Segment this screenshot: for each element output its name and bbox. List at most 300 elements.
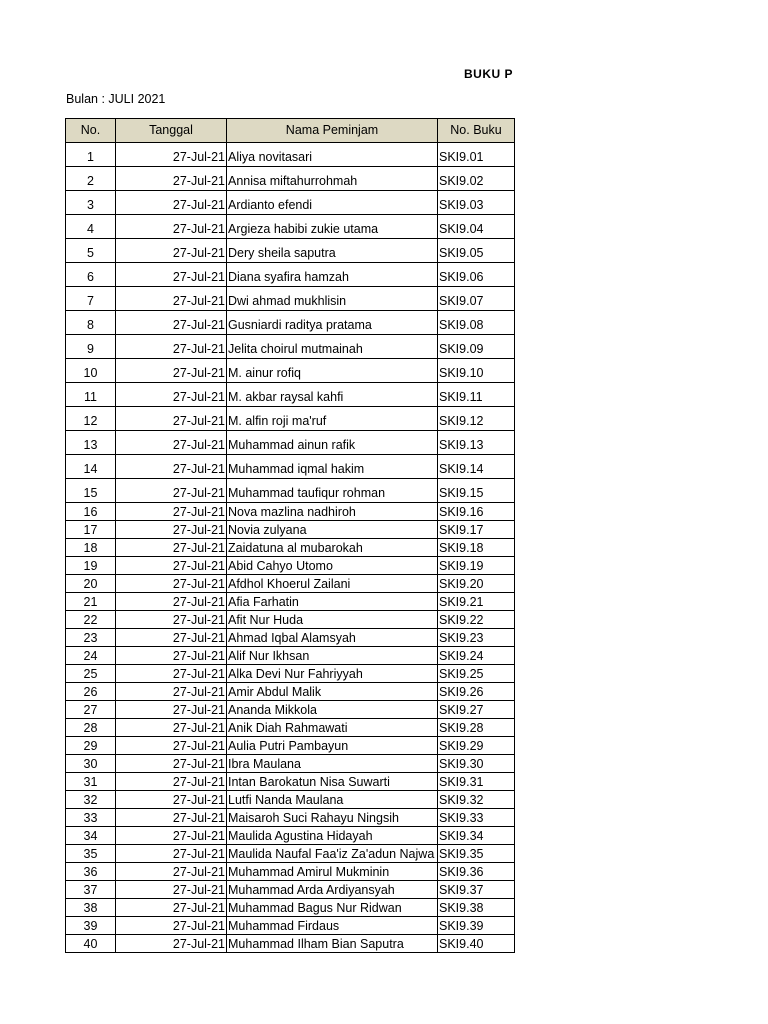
row-book-no-cell-text: SKI9.10 — [439, 365, 484, 380]
row-name-cell-text: Alka Devi Nur Fahriyyah — [228, 666, 363, 681]
row-date-cell-text: 27-Jul-21 — [172, 684, 225, 699]
row-book-no-cell-text: SKI9.07 — [439, 293, 484, 308]
row-name-cell — [227, 521, 438, 539]
row-date-cell — [116, 479, 227, 503]
row-book-no-cell — [438, 359, 515, 383]
row-name-cell — [227, 215, 438, 239]
row-no-cell-text: 39 — [83, 918, 98, 933]
row-book-no-cell — [438, 773, 515, 791]
row-book-no-cell — [438, 239, 515, 263]
table-row — [66, 455, 515, 479]
row-name-cell-text: Argieza habibi zukie utama — [228, 221, 379, 236]
table-row — [66, 287, 515, 311]
row-no-cell-text: 2 — [87, 173, 94, 188]
row-book-no-cell-text: SKI9.31 — [439, 774, 484, 789]
table-row — [66, 557, 515, 575]
borrower-table — [65, 118, 515, 953]
row-no-cell — [66, 683, 116, 701]
row-name-cell — [227, 335, 438, 359]
row-date-cell-text: 27-Jul-21 — [172, 558, 225, 573]
row-date-cell — [116, 143, 227, 167]
row-name-cell — [227, 935, 438, 953]
row-date-cell-text: 27-Jul-21 — [172, 612, 225, 627]
row-name-cell-text: Maulida Naufal Faa'iz Za'adun Najwa — [228, 846, 435, 861]
row-no-cell — [66, 455, 116, 479]
table-row — [66, 575, 515, 593]
row-date-cell-text: 27-Jul-21 — [172, 413, 225, 428]
row-date-cell-text: 27-Jul-21 — [172, 437, 225, 452]
row-date-cell-text: 27-Jul-21 — [172, 269, 225, 284]
row-book-no-cell-text: SKI9.34 — [439, 828, 484, 843]
row-no-cell-text: 15 — [83, 485, 98, 500]
row-name-cell-text: Muhammad Arda Ardiyansyah — [228, 882, 395, 897]
row-no-cell — [66, 263, 116, 287]
row-no-cell-text: 17 — [83, 522, 98, 537]
row-book-no-cell-text: SKI9.19 — [439, 558, 484, 573]
row-name-cell — [227, 863, 438, 881]
row-book-no-cell-text: SKI9.25 — [439, 666, 484, 681]
row-name-cell-text: Dery sheila saputra — [228, 245, 336, 260]
header-no: No. — [66, 119, 116, 143]
row-book-no-cell — [438, 407, 515, 431]
row-book-no-cell-text: SKI9.09 — [439, 341, 484, 356]
row-no-cell — [66, 737, 116, 755]
row-name-cell-text: Ardianto efendi — [228, 197, 313, 212]
row-date-cell — [116, 215, 227, 239]
row-book-no-cell-text: SKI9.24 — [439, 648, 484, 663]
row-date-cell — [116, 827, 227, 845]
row-book-no-cell — [438, 665, 515, 683]
row-no-cell — [66, 773, 116, 791]
table-row — [66, 701, 515, 719]
row-date-cell — [116, 791, 227, 809]
row-date-cell-text: 27-Jul-21 — [172, 936, 225, 951]
row-book-no-cell — [438, 143, 515, 167]
row-name-cell-text: Gusniardi raditya pratama — [228, 317, 372, 332]
row-book-no-cell — [438, 755, 515, 773]
row-date-cell — [116, 755, 227, 773]
row-book-no-cell-text: SKI9.01 — [439, 149, 484, 164]
row-book-no-cell-text: SKI9.32 — [439, 792, 484, 807]
row-no-cell-text: 3 — [87, 197, 94, 212]
row-no-cell — [66, 809, 116, 827]
row-no-cell — [66, 593, 116, 611]
row-date-cell-text: 27-Jul-21 — [172, 792, 225, 807]
row-name-cell — [227, 311, 438, 335]
row-no-cell — [66, 239, 116, 263]
row-no-cell — [66, 719, 116, 737]
row-no-cell-text: 6 — [87, 269, 94, 284]
row-no-cell — [66, 899, 116, 917]
row-date-cell — [116, 521, 227, 539]
row-book-no-cell-text: SKI9.29 — [439, 738, 484, 753]
row-name-cell-text: Novia zulyana — [228, 522, 307, 537]
row-name-cell — [227, 647, 438, 665]
row-date-cell — [116, 701, 227, 719]
row-book-no-cell — [438, 191, 515, 215]
row-date-cell-text: 27-Jul-21 — [172, 245, 225, 260]
row-name-cell — [227, 899, 438, 917]
row-name-cell — [227, 845, 438, 863]
row-book-no-cell-text: SKI9.14 — [439, 461, 484, 476]
row-name-cell-text: Muhammad Bagus Nur Ridwan — [228, 900, 402, 915]
row-book-no-cell — [438, 647, 515, 665]
row-name-cell — [227, 167, 438, 191]
table-row — [66, 611, 515, 629]
row-name-cell — [227, 791, 438, 809]
row-date-cell — [116, 263, 227, 287]
table-row — [66, 359, 515, 383]
row-date-cell — [116, 539, 227, 557]
row-book-no-cell-text: SKI9.28 — [439, 720, 484, 735]
row-date-cell-text: 27-Jul-21 — [172, 293, 225, 308]
row-name-cell-text: Abid Cahyo Utomo — [228, 558, 333, 573]
row-book-no-cell-text: SKI9.15 — [439, 485, 484, 500]
row-name-cell-text: M. akbar raysal kahfi — [228, 389, 344, 404]
row-name-cell — [227, 917, 438, 935]
row-date-cell — [116, 593, 227, 611]
row-name-cell — [227, 383, 438, 407]
row-no-cell-text: 34 — [83, 828, 98, 843]
row-no-cell — [66, 167, 116, 191]
row-no-cell — [66, 479, 116, 503]
row-date-cell — [116, 899, 227, 917]
row-name-cell — [227, 455, 438, 479]
row-book-no-cell — [438, 335, 515, 359]
row-date-cell — [116, 455, 227, 479]
table-row — [66, 407, 515, 431]
row-book-no-cell-text: SKI9.17 — [439, 522, 484, 537]
row-name-cell-text: Dwi ahmad mukhlisin — [228, 293, 347, 308]
row-no-cell — [66, 359, 116, 383]
row-book-no-cell — [438, 479, 515, 503]
table-row — [66, 629, 515, 647]
row-date-cell-text: 27-Jul-21 — [172, 461, 225, 476]
row-date-cell-text: 27-Jul-21 — [172, 341, 225, 356]
row-no-cell — [66, 917, 116, 935]
row-date-cell-text: 27-Jul-21 — [172, 504, 225, 519]
row-book-no-cell — [438, 521, 515, 539]
row-name-cell — [227, 407, 438, 431]
row-date-cell — [116, 863, 227, 881]
row-date-cell-text: 27-Jul-21 — [172, 485, 225, 500]
row-book-no-cell — [438, 575, 515, 593]
row-no-cell — [66, 191, 116, 215]
row-name-cell-text: Amir Abdul Malik — [228, 684, 322, 699]
row-name-cell — [227, 575, 438, 593]
row-name-cell — [227, 143, 438, 167]
row-name-cell — [227, 593, 438, 611]
row-no-cell-text: 18 — [83, 540, 98, 555]
row-date-cell-text: 27-Jul-21 — [172, 648, 225, 663]
header-book-no: No. Buku — [438, 119, 515, 143]
row-no-cell — [66, 287, 116, 311]
row-book-no-cell-text: SKI9.06 — [439, 269, 484, 284]
row-name-cell — [227, 737, 438, 755]
row-no-cell-text: 19 — [83, 558, 98, 573]
row-no-cell-text: 37 — [83, 882, 98, 897]
row-date-cell — [116, 683, 227, 701]
row-date-cell-text: 27-Jul-21 — [172, 149, 225, 164]
row-book-no-cell — [438, 683, 515, 701]
row-book-no-cell — [438, 215, 515, 239]
row-name-cell-text: Aliya novitasari — [228, 149, 313, 164]
row-book-no-cell — [438, 539, 515, 557]
row-name-cell — [227, 359, 438, 383]
row-name-cell-text: Muhammad ainun rafik — [228, 437, 356, 452]
row-no-cell-text: 38 — [83, 900, 98, 915]
row-book-no-cell — [438, 557, 515, 575]
row-no-cell-text: 33 — [83, 810, 98, 825]
row-no-cell — [66, 335, 116, 359]
row-book-no-cell — [438, 503, 515, 521]
row-date-cell — [116, 809, 227, 827]
row-book-no-cell-text: SKI9.20 — [439, 576, 484, 591]
table-row — [66, 263, 515, 287]
row-name-cell-text: Nova mazlina nadhiroh — [228, 504, 356, 519]
row-no-cell — [66, 407, 116, 431]
row-name-cell-text: Muhammad Amirul Mukminin — [228, 864, 390, 879]
row-name-cell — [227, 263, 438, 287]
row-date-cell — [116, 503, 227, 521]
table-row — [66, 935, 515, 953]
row-date-cell-text: 27-Jul-21 — [172, 702, 225, 717]
row-book-no-cell-text: SKI9.03 — [439, 197, 484, 212]
row-date-cell-text: 27-Jul-21 — [172, 846, 225, 861]
row-book-no-cell-text: SKI9.26 — [439, 684, 484, 699]
row-no-cell-text: 23 — [83, 630, 98, 645]
row-name-cell-text: Aulia Putri Pambayun — [228, 738, 349, 753]
row-date-cell — [116, 239, 227, 263]
row-book-no-cell-text: SKI9.13 — [439, 437, 484, 452]
table-row — [66, 239, 515, 263]
row-name-cell — [227, 557, 438, 575]
row-book-no-cell — [438, 611, 515, 629]
row-name-cell-text: Afit Nur Huda — [228, 612, 304, 627]
row-date-cell — [116, 191, 227, 215]
row-date-cell-text: 27-Jul-21 — [172, 738, 225, 753]
row-no-cell — [66, 521, 116, 539]
row-book-no-cell-text: SKI9.08 — [439, 317, 484, 332]
row-date-cell-text: 27-Jul-21 — [172, 576, 225, 591]
row-name-cell — [227, 773, 438, 791]
row-book-no-cell-text: SKI9.21 — [439, 594, 484, 609]
row-date-cell — [116, 557, 227, 575]
row-no-cell — [66, 311, 116, 335]
row-no-cell — [66, 665, 116, 683]
row-no-cell-text: 1 — [87, 149, 94, 164]
row-book-no-cell-text: SKI9.23 — [439, 630, 484, 645]
row-book-no-cell — [438, 311, 515, 335]
row-no-cell — [66, 215, 116, 239]
row-book-no-cell — [438, 737, 515, 755]
row-book-no-cell-text: SKI9.35 — [439, 846, 484, 861]
table-row — [66, 503, 515, 521]
row-no-cell-text: 12 — [83, 413, 98, 428]
row-no-cell — [66, 701, 116, 719]
row-no-cell-text: 21 — [83, 594, 98, 609]
row-name-cell-text: Muhammad taufiqur rohman — [228, 485, 386, 500]
row-book-no-cell-text: SKI9.11 — [439, 389, 483, 404]
row-no-cell-text: 5 — [87, 245, 94, 260]
row-name-cell — [227, 755, 438, 773]
table-row — [66, 215, 515, 239]
table-row — [66, 683, 515, 701]
row-name-cell — [227, 191, 438, 215]
row-no-cell — [66, 629, 116, 647]
row-book-no-cell — [438, 263, 515, 287]
row-no-cell — [66, 611, 116, 629]
row-date-cell-text: 27-Jul-21 — [172, 389, 225, 404]
row-book-no-cell-text: SKI9.36 — [439, 864, 484, 879]
row-name-cell-text: Afdhol Khoerul Zailani — [228, 576, 351, 591]
row-no-cell-text: 31 — [83, 774, 98, 789]
row-no-cell — [66, 755, 116, 773]
row-date-cell-text: 27-Jul-21 — [172, 630, 225, 645]
row-date-cell-text: 27-Jul-21 — [172, 864, 225, 879]
row-date-cell — [116, 287, 227, 311]
table-row — [66, 521, 515, 539]
table-row — [66, 755, 515, 773]
row-date-cell-text: 27-Jul-21 — [172, 365, 225, 380]
row-book-no-cell-text: SKI9.39 — [439, 918, 484, 933]
row-book-no-cell — [438, 629, 515, 647]
table-row — [66, 845, 515, 863]
row-book-no-cell — [438, 431, 515, 455]
row-name-cell — [227, 881, 438, 899]
row-name-cell — [227, 683, 438, 701]
document-title: BUKU P — [464, 67, 514, 81]
row-no-cell — [66, 881, 116, 899]
row-name-cell-text: Intan Barokatun Nisa Suwarti — [228, 774, 390, 789]
row-name-cell — [227, 479, 438, 503]
table-row — [66, 143, 515, 167]
table-row — [66, 917, 515, 935]
row-name-cell-text: M. ainur rofiq — [228, 365, 301, 380]
row-name-cell-text: Maulida Agustina Hidayah — [228, 828, 373, 843]
row-name-cell-text: M. alfin roji ma'ruf — [228, 413, 327, 428]
table-header-row — [66, 119, 515, 143]
row-book-no-cell-text: SKI9.30 — [439, 756, 484, 771]
row-date-cell — [116, 431, 227, 455]
row-name-cell-text: Lutfi Nanda Maulana — [228, 792, 344, 807]
row-no-cell-text: 11 — [84, 389, 97, 404]
row-no-cell-text: 8 — [87, 317, 94, 332]
table-row — [66, 431, 515, 455]
row-no-cell-text: 22 — [83, 612, 98, 627]
row-no-cell-text: 32 — [83, 792, 98, 807]
row-date-cell-text: 27-Jul-21 — [172, 720, 225, 735]
row-no-cell-text: 13 — [83, 437, 98, 452]
row-name-cell — [227, 719, 438, 737]
row-date-cell — [116, 167, 227, 191]
row-book-no-cell-text: SKI9.22 — [439, 612, 484, 627]
row-no-cell — [66, 575, 116, 593]
row-no-cell-text: 16 — [83, 504, 98, 519]
row-book-no-cell — [438, 881, 515, 899]
row-no-cell — [66, 827, 116, 845]
row-date-cell-text: 27-Jul-21 — [172, 882, 225, 897]
row-no-cell-text: 28 — [83, 720, 98, 735]
row-name-cell — [227, 611, 438, 629]
row-book-no-cell-text: SKI9.18 — [439, 540, 484, 555]
row-date-cell — [116, 881, 227, 899]
row-name-cell-text: Jelita choirul mutmainah — [228, 341, 363, 356]
row-book-no-cell — [438, 791, 515, 809]
row-book-no-cell-text: SKI9.27 — [439, 702, 484, 717]
row-book-no-cell — [438, 827, 515, 845]
row-date-cell — [116, 647, 227, 665]
table-row — [66, 335, 515, 359]
row-book-no-cell — [438, 863, 515, 881]
row-name-cell-text: Alif Nur Ikhsan — [228, 648, 310, 663]
row-date-cell-text: 27-Jul-21 — [172, 810, 225, 825]
row-name-cell — [227, 629, 438, 647]
row-date-cell-text: 27-Jul-21 — [172, 173, 225, 188]
row-name-cell-text: Ibra Maulana — [228, 756, 301, 771]
row-book-no-cell-text: SKI9.04 — [439, 221, 484, 236]
row-no-cell-text: 26 — [83, 684, 98, 699]
table-row — [66, 593, 515, 611]
row-date-cell-text: 27-Jul-21 — [172, 197, 225, 212]
row-book-no-cell — [438, 455, 515, 479]
row-no-cell-text: 20 — [83, 576, 98, 591]
header-name: Nama Peminjam — [227, 119, 438, 143]
row-no-cell-text: 14 — [83, 461, 98, 476]
row-date-cell-text: 27-Jul-21 — [172, 221, 225, 236]
row-book-no-cell-text: SKI9.37 — [439, 882, 484, 897]
row-name-cell-text: Muhammad iqmal hakim — [228, 461, 365, 476]
row-book-no-cell — [438, 809, 515, 827]
row-date-cell — [116, 917, 227, 935]
row-no-cell-text: 35 — [83, 846, 98, 861]
row-book-no-cell — [438, 935, 515, 953]
table-row — [66, 809, 515, 827]
table-row — [66, 827, 515, 845]
row-no-cell — [66, 539, 116, 557]
table-row — [66, 383, 515, 407]
row-date-cell — [116, 845, 227, 863]
row-book-no-cell-text: SKI9.02 — [439, 173, 484, 188]
table-row — [66, 791, 515, 809]
row-no-cell-text: 25 — [83, 666, 98, 681]
row-name-cell — [227, 539, 438, 557]
row-date-cell — [116, 407, 227, 431]
row-no-cell — [66, 143, 116, 167]
row-name-cell — [227, 827, 438, 845]
row-no-cell-text: 36 — [83, 864, 98, 879]
row-name-cell — [227, 431, 438, 455]
row-no-cell-text: 10 — [83, 365, 98, 380]
row-name-cell-text: Diana syafira hamzah — [228, 269, 349, 284]
row-book-no-cell — [438, 287, 515, 311]
row-date-cell — [116, 575, 227, 593]
table-row — [66, 719, 515, 737]
row-date-cell — [116, 383, 227, 407]
row-date-cell-text: 27-Jul-21 — [172, 774, 225, 789]
table-row — [66, 899, 515, 917]
row-date-cell — [116, 935, 227, 953]
row-name-cell-text: Maisaroh Suci Rahayu Ningsih — [228, 810, 399, 825]
table-row — [66, 647, 515, 665]
table-row — [66, 665, 515, 683]
row-date-cell-text: 27-Jul-21 — [172, 522, 225, 537]
month-label: Bulan : JULI 2021 — [66, 92, 166, 106]
row-book-no-cell — [438, 701, 515, 719]
row-no-cell — [66, 845, 116, 863]
row-no-cell — [66, 791, 116, 809]
row-date-cell-text: 27-Jul-21 — [172, 900, 225, 915]
